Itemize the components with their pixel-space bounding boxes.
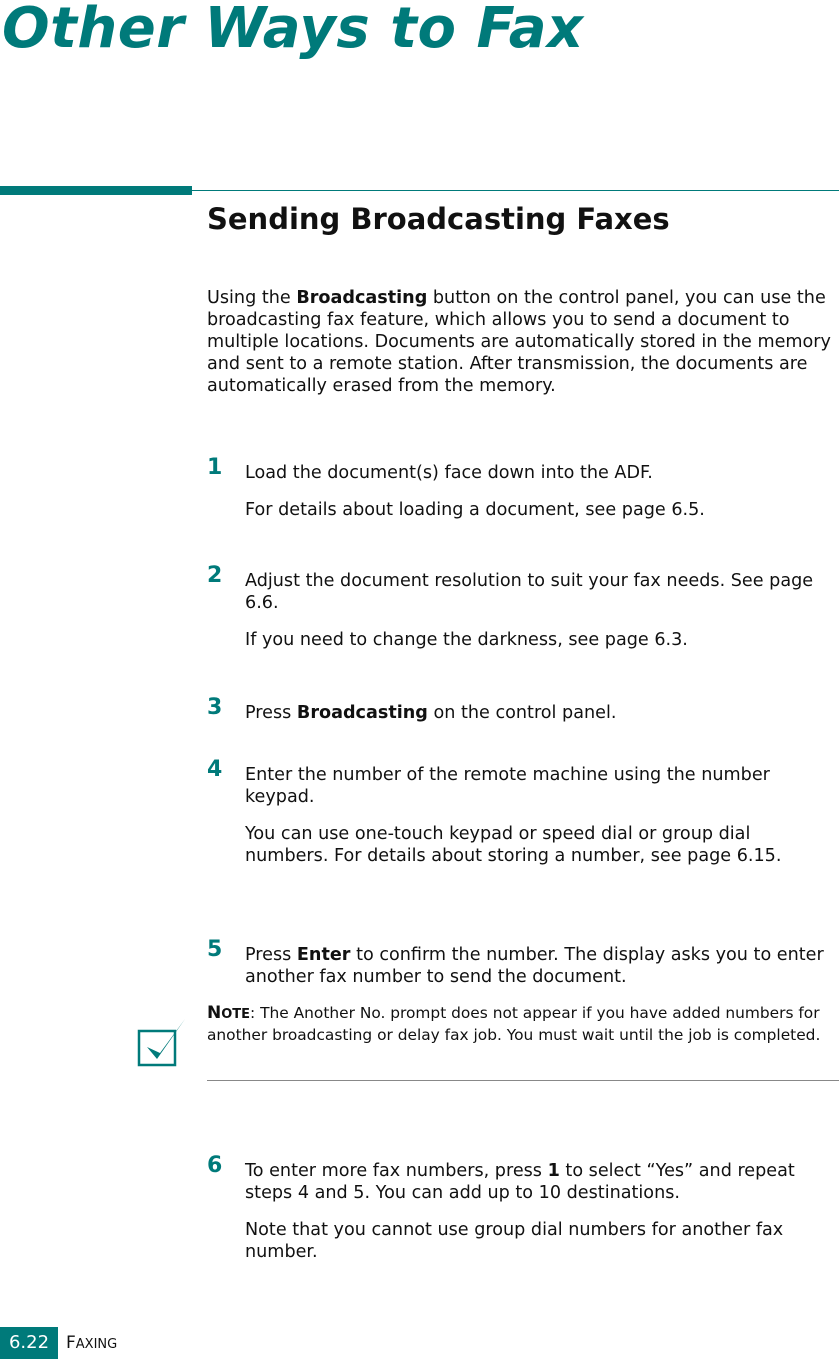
step-text-end: on the control panel.	[427, 703, 617, 723]
section-rule-thin	[192, 190, 839, 191]
step-5	[207, 937, 839, 988]
step-text	[245, 1160, 839, 1204]
step-2	[207, 563, 839, 651]
step-text	[245, 702, 839, 724]
section-rule-thick	[0, 186, 192, 195]
note-text: : The Another No. prompt does not appear if you have added numbers for another broadcasting or delay fax job. You must wait until the job is completed.	[207, 1004, 821, 1044]
intro-text-end: button on the control panel, you can use the broadcasting fax feature, which allows you to send a document to multiple locations. Documents are automatically stored in the memory and sent to a remote station. After transmission, the documents are automatically erased from the memory.	[207, 288, 831, 396]
step-text	[245, 944, 839, 988]
note-label: NOTE	[207, 1003, 251, 1023]
footer-section-name: FAXING	[66, 1333, 118, 1353]
step-text-start: Press	[245, 703, 297, 723]
step-1	[207, 455, 839, 521]
section-heading: Sending Broadcasting Faxes	[207, 202, 670, 236]
step-number: 3	[207, 695, 223, 720]
step-detail: If you need to change the darkness, see page 6.3.	[245, 630, 688, 650]
step-number: 2	[207, 563, 223, 588]
step-3	[207, 695, 839, 724]
step-text-end: to confirm the number. The display asks you to enter another fax number to send the document.	[245, 945, 824, 987]
step-bold-term: Broadcasting	[296, 703, 428, 723]
step-text-end: to select “Yes” and repeat steps 4 and 5. You can add up to 10 destinations.	[245, 1161, 795, 1203]
page-title: Other Ways to Fax	[2, 0, 584, 61]
step-number: 4	[207, 757, 223, 782]
step-number: 5	[207, 937, 223, 962]
step-number: 6	[207, 1153, 223, 1178]
intro-bold-term: Broadcasting	[296, 288, 428, 308]
step-bold-term: 1	[547, 1161, 560, 1181]
note-box	[207, 1003, 839, 1045]
step-6	[207, 1153, 839, 1263]
step-text-start: To enter more fax numbers, press	[245, 1161, 548, 1181]
step-text: Enter the number of the remote machine using the number keypad.	[245, 765, 770, 807]
step-detail: Note that you cannot use group dial numbers for another fax number.	[245, 1220, 784, 1262]
intro-paragraph	[207, 287, 839, 397]
intro-text-start: Using the	[207, 288, 297, 308]
step-detail: You can use one-touch keypad or speed dial or group dial numbers. For details about storing a number, see page 6.15.	[245, 824, 782, 866]
step-bold-term: Enter	[296, 945, 351, 965]
step-detail: For details about loading a document, see page 6.5.	[245, 500, 705, 520]
note-divider	[207, 1080, 839, 1081]
step-4	[207, 757, 839, 867]
step-text: Adjust the document resolution to suit your fax needs. See page 6.6.	[245, 571, 814, 613]
footer-page-number: 6.22	[0, 1327, 58, 1359]
step-text: Load the document(s) face down into the ADF.	[245, 463, 653, 483]
checkmark-note-icon	[136, 1017, 188, 1069]
step-text-start: Press	[245, 945, 297, 965]
step-number: 1	[207, 455, 223, 480]
